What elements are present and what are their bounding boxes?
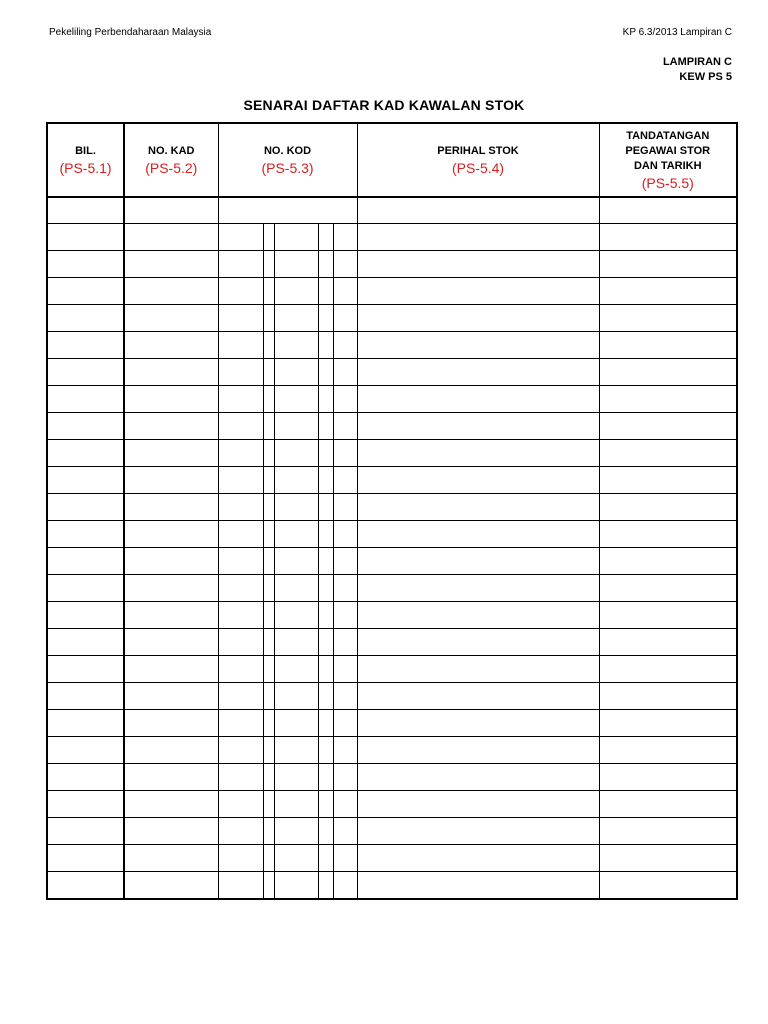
cell-no-kod-part-1[interactable] [218, 872, 263, 900]
cell-no-kod-part-2[interactable] [263, 386, 274, 413]
cell-bil[interactable] [47, 521, 124, 548]
cell-no-kod-part-3[interactable] [274, 872, 318, 900]
cell-bil[interactable] [47, 467, 124, 494]
cell-no-kod-part-2[interactable] [263, 764, 274, 791]
cell-bil[interactable] [47, 197, 124, 224]
cell-no-kod-part-1[interactable] [218, 791, 263, 818]
cell-no-kad[interactable] [124, 548, 218, 575]
cell-tandatangan[interactable] [599, 332, 737, 359]
cell-no-kod-part-5[interactable] [333, 575, 357, 602]
cell-perihal-stok[interactable] [357, 224, 599, 251]
cell-no-kod-part-4[interactable] [318, 440, 333, 467]
cell-no-kod-part-3[interactable] [274, 440, 318, 467]
cell-no-kod-part-5[interactable] [333, 872, 357, 900]
cell-no-kad[interactable] [124, 656, 218, 683]
cell-no-kod-part-4[interactable] [318, 845, 333, 872]
cell-tandatangan[interactable] [599, 629, 737, 656]
column-header-tandatangan [599, 123, 737, 197]
table-row [47, 575, 737, 602]
cell-no-kod-part-2[interactable] [263, 278, 274, 305]
cell-no-kod-part-2[interactable] [263, 440, 274, 467]
cell-no-kod-part-3[interactable] [274, 413, 318, 440]
cell-no-kod-part-3[interactable] [274, 251, 318, 278]
cell-bil[interactable] [47, 413, 124, 440]
cell-no-kod-part-5[interactable] [333, 602, 357, 629]
cell-no-kod-part-4[interactable] [318, 521, 333, 548]
cell-no-kod-part-4[interactable] [318, 278, 333, 305]
cell-no-kod-part-5[interactable] [333, 467, 357, 494]
cell-no-kod-part-5[interactable] [333, 629, 357, 656]
table-header-row [47, 123, 737, 197]
table-row [47, 197, 737, 224]
cell-no-kod-part-3[interactable] [274, 845, 318, 872]
cell-no-kod-part-5[interactable] [333, 764, 357, 791]
cell-no-kod-part-4[interactable] [318, 575, 333, 602]
cell-bil[interactable] [47, 845, 124, 872]
table-body [47, 197, 737, 899]
cell-perihal-stok[interactable] [357, 656, 599, 683]
cell-no-kad[interactable] [124, 251, 218, 278]
cell-tandatangan[interactable] [599, 386, 737, 413]
cell-no-kod-part-1[interactable] [218, 359, 263, 386]
cell-bil[interactable] [47, 656, 124, 683]
cell-no-kod-part-3[interactable] [274, 791, 318, 818]
cell-no-kod-part-3[interactable] [274, 602, 318, 629]
cell-no-kad[interactable] [124, 413, 218, 440]
cell-no-kod[interactable] [218, 197, 357, 224]
cell-no-kod-part-5[interactable] [333, 278, 357, 305]
cell-no-kad[interactable] [124, 737, 218, 764]
cell-no-kod-part-2[interactable] [263, 224, 274, 251]
cell-no-kod-part-1[interactable] [218, 251, 263, 278]
cell-perihal-stok[interactable] [357, 818, 599, 845]
cell-no-kod-part-2[interactable] [263, 872, 274, 900]
table-row [47, 386, 737, 413]
cell-no-kad[interactable] [124, 332, 218, 359]
cell-no-kad[interactable] [124, 440, 218, 467]
cell-perihal-stok[interactable] [357, 305, 599, 332]
cell-tandatangan[interactable] [599, 710, 737, 737]
cell-bil[interactable] [47, 278, 124, 305]
cell-no-kad[interactable] [124, 818, 218, 845]
cell-no-kod-part-1[interactable] [218, 818, 263, 845]
lampiran-line-1: LAMPIRAN C [662, 56, 732, 68]
cell-bil[interactable] [47, 386, 124, 413]
cell-no-kod-part-3[interactable] [274, 575, 318, 602]
cell-perihal-stok[interactable] [357, 683, 599, 710]
cell-bil[interactable] [47, 251, 124, 278]
cell-no-kod-part-2[interactable] [263, 575, 274, 602]
cell-no-kod-part-4[interactable] [318, 818, 333, 845]
cell-perihal-stok[interactable] [357, 575, 599, 602]
cell-perihal-stok[interactable] [357, 737, 599, 764]
column-label: BIL. [75, 144, 96, 157]
cell-no-kad[interactable] [124, 602, 218, 629]
cell-no-kod-part-2[interactable] [263, 251, 274, 278]
cell-no-kad[interactable] [124, 197, 218, 224]
cell-perihal-stok[interactable] [357, 413, 599, 440]
cell-no-kad[interactable] [124, 224, 218, 251]
table-row [47, 683, 737, 710]
cell-no-kad[interactable] [124, 872, 218, 900]
cell-no-kod-part-3[interactable] [274, 521, 318, 548]
cell-tandatangan[interactable] [599, 224, 737, 251]
cell-tandatangan[interactable] [599, 602, 737, 629]
cell-no-kod-part-3[interactable] [274, 224, 318, 251]
cell-no-kod-part-1[interactable] [218, 386, 263, 413]
column-code: (PS-5.5) [641, 174, 694, 191]
cell-no-kad[interactable] [124, 629, 218, 656]
cell-perihal-stok[interactable] [357, 845, 599, 872]
lampiran-block [663, 55, 732, 85]
cell-no-kod-part-5[interactable] [333, 440, 357, 467]
cell-tandatangan[interactable] [599, 413, 737, 440]
cell-no-kod-part-1[interactable] [218, 629, 263, 656]
cell-no-kod-part-1[interactable] [218, 656, 263, 683]
cell-no-kod-part-5[interactable] [333, 494, 357, 521]
cell-bil[interactable] [47, 575, 124, 602]
cell-no-kod-part-5[interactable] [333, 818, 357, 845]
cell-no-kod-part-3[interactable] [274, 737, 318, 764]
cell-perihal-stok[interactable] [357, 710, 599, 737]
column-header-perihal-stok [357, 123, 599, 197]
cell-tandatangan[interactable] [599, 575, 737, 602]
table-row [47, 737, 737, 764]
column-code: (PS-5.1) [59, 159, 112, 176]
table-row [47, 251, 737, 278]
cell-no-kad[interactable] [124, 575, 218, 602]
cell-no-kod-part-2[interactable] [263, 818, 274, 845]
cell-bil[interactable] [47, 224, 124, 251]
table-row [47, 413, 737, 440]
cell-no-kad[interactable] [124, 278, 218, 305]
cell-no-kod-part-5[interactable] [333, 548, 357, 575]
cell-perihal-stok[interactable] [357, 386, 599, 413]
column-code: (PS-5.3) [261, 159, 314, 176]
cell-no-kad[interactable] [124, 764, 218, 791]
table-row [47, 278, 737, 305]
lampiran-line-2: KEW PS 5 [679, 71, 732, 83]
cell-no-kod-part-4[interactable] [318, 710, 333, 737]
cell-bil[interactable] [47, 548, 124, 575]
column-label: NO. KOD [263, 144, 312, 157]
header-right-text: KP 6.3/2013 Lampiran C [622, 27, 732, 38]
cell-no-kod-part-1[interactable] [218, 764, 263, 791]
table-row [47, 359, 737, 386]
column-label-line: DAN TARIKH [633, 159, 702, 172]
cell-no-kod-part-4[interactable] [318, 467, 333, 494]
cell-no-kod-part-2[interactable] [263, 413, 274, 440]
column-code: (PS-5.2) [145, 159, 198, 176]
cell-tandatangan[interactable] [599, 494, 737, 521]
cell-no-kod-part-1[interactable] [218, 575, 263, 602]
table-row [47, 467, 737, 494]
cell-no-kod-part-5[interactable] [333, 737, 357, 764]
cell-bil[interactable] [47, 791, 124, 818]
cell-no-kod-part-4[interactable] [318, 386, 333, 413]
cell-no-kod-part-2[interactable] [263, 467, 274, 494]
cell-no-kod-part-2[interactable] [263, 305, 274, 332]
cell-no-kod-part-5[interactable] [333, 413, 357, 440]
cell-tandatangan[interactable] [599, 872, 737, 900]
table-row [47, 602, 737, 629]
cell-perihal-stok[interactable] [357, 440, 599, 467]
cell-no-kod-part-3[interactable] [274, 467, 318, 494]
cell-no-kod-part-4[interactable] [318, 251, 333, 278]
cell-bil[interactable] [47, 359, 124, 386]
cell-bil[interactable] [47, 818, 124, 845]
cell-tandatangan[interactable] [599, 845, 737, 872]
cell-no-kod-part-2[interactable] [263, 629, 274, 656]
cell-no-kod-part-4[interactable] [318, 494, 333, 521]
cell-tandatangan[interactable] [599, 521, 737, 548]
header-left-text: Pekeliling Perbendaharaan Malaysia [49, 27, 212, 38]
cell-no-kod-part-5[interactable] [333, 251, 357, 278]
cell-no-kod-part-2[interactable] [263, 683, 274, 710]
cell-no-kod-part-1[interactable] [218, 224, 263, 251]
cell-no-kod-part-5[interactable] [333, 791, 357, 818]
cell-no-kod-part-2[interactable] [263, 359, 274, 386]
cell-bil[interactable] [47, 440, 124, 467]
cell-bil[interactable] [47, 764, 124, 791]
cell-no-kod-part-4[interactable] [318, 602, 333, 629]
table-row [47, 764, 737, 791]
cell-no-kod-part-1[interactable] [218, 494, 263, 521]
cell-no-kod-part-4[interactable] [318, 872, 333, 900]
cell-no-kod-part-3[interactable] [274, 656, 318, 683]
cell-no-kod-part-4[interactable] [318, 737, 333, 764]
cell-no-kod-part-5[interactable] [333, 332, 357, 359]
table-row [47, 656, 737, 683]
cell-perihal-stok[interactable] [357, 602, 599, 629]
cell-no-kod-part-2[interactable] [263, 737, 274, 764]
cell-perihal-stok[interactable] [357, 278, 599, 305]
cell-tandatangan[interactable] [599, 359, 737, 386]
cell-no-kod-part-4[interactable] [318, 629, 333, 656]
cell-no-kod-part-5[interactable] [333, 710, 357, 737]
cell-no-kod-part-1[interactable] [218, 440, 263, 467]
table-row [47, 224, 737, 251]
cell-no-kod-part-3[interactable] [274, 494, 318, 521]
cell-no-kod-part-2[interactable] [263, 791, 274, 818]
cell-no-kod-part-3[interactable] [274, 629, 318, 656]
cell-no-kod-part-2[interactable] [263, 845, 274, 872]
cell-tandatangan[interactable] [599, 278, 737, 305]
cell-no-kad[interactable] [124, 521, 218, 548]
cell-no-kod-part-5[interactable] [333, 521, 357, 548]
table-row [47, 305, 737, 332]
cell-no-kod-part-1[interactable] [218, 467, 263, 494]
cell-no-kad[interactable] [124, 845, 218, 872]
cell-tandatangan[interactable] [599, 251, 737, 278]
cell-tandatangan[interactable] [599, 197, 737, 224]
cell-no-kod-part-1[interactable] [218, 548, 263, 575]
table-row [47, 440, 737, 467]
cell-no-kod-part-3[interactable] [274, 305, 318, 332]
cell-no-kod-part-3[interactable] [274, 764, 318, 791]
cell-no-kod-part-1[interactable] [218, 332, 263, 359]
cell-no-kod-part-3[interactable] [274, 683, 318, 710]
cell-no-kod-part-4[interactable] [318, 413, 333, 440]
cell-tandatangan[interactable] [599, 548, 737, 575]
cell-perihal-stok[interactable] [357, 791, 599, 818]
cell-no-kod-part-1[interactable] [218, 845, 263, 872]
cell-no-kod-part-2[interactable] [263, 548, 274, 575]
cell-tandatangan[interactable] [599, 440, 737, 467]
cell-perihal-stok[interactable] [357, 332, 599, 359]
table-row [47, 629, 737, 656]
column-header-no-kod [218, 123, 357, 197]
cell-no-kod-part-3[interactable] [274, 278, 318, 305]
stock-register-table [46, 122, 738, 900]
cell-bil[interactable] [47, 332, 124, 359]
column-label-line: TANDATANGAN [626, 129, 710, 142]
cell-bil[interactable] [47, 737, 124, 764]
cell-no-kod-part-4[interactable] [318, 332, 333, 359]
cell-perihal-stok[interactable] [357, 494, 599, 521]
cell-no-kod-part-3[interactable] [274, 710, 318, 737]
cell-perihal-stok[interactable] [357, 359, 599, 386]
cell-perihal-stok[interactable] [357, 548, 599, 575]
cell-no-kod-part-1[interactable] [218, 278, 263, 305]
cell-perihal-stok[interactable] [357, 467, 599, 494]
cell-no-kod-part-5[interactable] [333, 305, 357, 332]
cell-no-kod-part-3[interactable] [274, 818, 318, 845]
cell-no-kod-part-2[interactable] [263, 521, 274, 548]
cell-no-kod-part-5[interactable] [333, 386, 357, 413]
cell-bil[interactable] [47, 872, 124, 900]
cell-no-kod-part-5[interactable] [333, 224, 357, 251]
column-code: (PS-5.4) [451, 159, 505, 176]
table-row [47, 548, 737, 575]
cell-perihal-stok[interactable] [357, 197, 599, 224]
cell-no-kod-part-1[interactable] [218, 710, 263, 737]
column-label: PERIHAL STOK [437, 144, 519, 157]
cell-no-kod-part-5[interactable] [333, 683, 357, 710]
cell-bil[interactable] [47, 305, 124, 332]
cell-bil[interactable] [47, 629, 124, 656]
cell-bil[interactable] [47, 710, 124, 737]
table-row [47, 872, 737, 900]
cell-no-kod-part-2[interactable] [263, 710, 274, 737]
cell-no-kod-part-4[interactable] [318, 359, 333, 386]
table-row [47, 818, 737, 845]
cell-no-kod-part-3[interactable] [274, 332, 318, 359]
cell-no-kod-part-2[interactable] [263, 494, 274, 521]
cell-no-kod-part-1[interactable] [218, 305, 263, 332]
cell-no-kod-part-5[interactable] [333, 845, 357, 872]
cell-tandatangan[interactable] [599, 656, 737, 683]
cell-bil[interactable] [47, 494, 124, 521]
cell-no-kod-part-4[interactable] [318, 224, 333, 251]
cell-perihal-stok[interactable] [357, 764, 599, 791]
cell-perihal-stok[interactable] [357, 521, 599, 548]
cell-tandatangan[interactable] [599, 683, 737, 710]
cell-no-kod-part-3[interactable] [274, 548, 318, 575]
cell-no-kad[interactable] [124, 467, 218, 494]
column-label-line: PEGAWAI STOR [625, 144, 711, 157]
cell-no-kod-part-4[interactable] [318, 656, 333, 683]
cell-bil[interactable] [47, 602, 124, 629]
cell-tandatangan[interactable] [599, 467, 737, 494]
cell-no-kod-part-5[interactable] [333, 359, 357, 386]
cell-no-kod-part-1[interactable] [218, 521, 263, 548]
table-row [47, 791, 737, 818]
table-row [47, 710, 737, 737]
table-row [47, 494, 737, 521]
cell-tandatangan[interactable] [599, 764, 737, 791]
cell-no-kad[interactable] [124, 683, 218, 710]
column-header-no-kad [124, 123, 218, 197]
cell-no-kod-part-2[interactable] [263, 602, 274, 629]
cell-no-kod-part-1[interactable] [218, 413, 263, 440]
cell-no-kod-part-2[interactable] [263, 656, 274, 683]
cell-tandatangan[interactable] [599, 791, 737, 818]
cell-tandatangan[interactable] [599, 737, 737, 764]
table-row [47, 521, 737, 548]
cell-no-kod-part-5[interactable] [333, 656, 357, 683]
page-title: SENARAI DAFTAR KAD KAWALAN STOK [243, 97, 525, 113]
cell-bil[interactable] [47, 683, 124, 710]
cell-perihal-stok[interactable] [357, 872, 599, 900]
cell-no-kod-part-1[interactable] [218, 683, 263, 710]
table-row [47, 332, 737, 359]
cell-no-kod-part-2[interactable] [263, 332, 274, 359]
cell-tandatangan[interactable] [599, 818, 737, 845]
cell-no-kad[interactable] [124, 359, 218, 386]
cell-no-kad[interactable] [124, 710, 218, 737]
cell-no-kod-part-1[interactable] [218, 602, 263, 629]
cell-no-kod-part-3[interactable] [274, 386, 318, 413]
cell-no-kod-part-4[interactable] [318, 683, 333, 710]
column-header-bil [47, 123, 124, 197]
cell-no-kod-part-4[interactable] [318, 305, 333, 332]
cell-no-kod-part-3[interactable] [274, 359, 318, 386]
cell-no-kad[interactable] [124, 305, 218, 332]
cell-perihal-stok[interactable] [357, 629, 599, 656]
cell-no-kod-part-4[interactable] [318, 764, 333, 791]
cell-tandatangan[interactable] [599, 305, 737, 332]
column-label: NO. KAD [148, 144, 195, 157]
cell-no-kod-part-4[interactable] [318, 791, 333, 818]
cell-no-kod-part-1[interactable] [218, 737, 263, 764]
cell-no-kad[interactable] [124, 494, 218, 521]
cell-no-kad[interactable] [124, 791, 218, 818]
table-row [47, 845, 737, 872]
cell-perihal-stok[interactable] [357, 251, 599, 278]
cell-no-kod-part-4[interactable] [318, 548, 333, 575]
cell-no-kad[interactable] [124, 386, 218, 413]
